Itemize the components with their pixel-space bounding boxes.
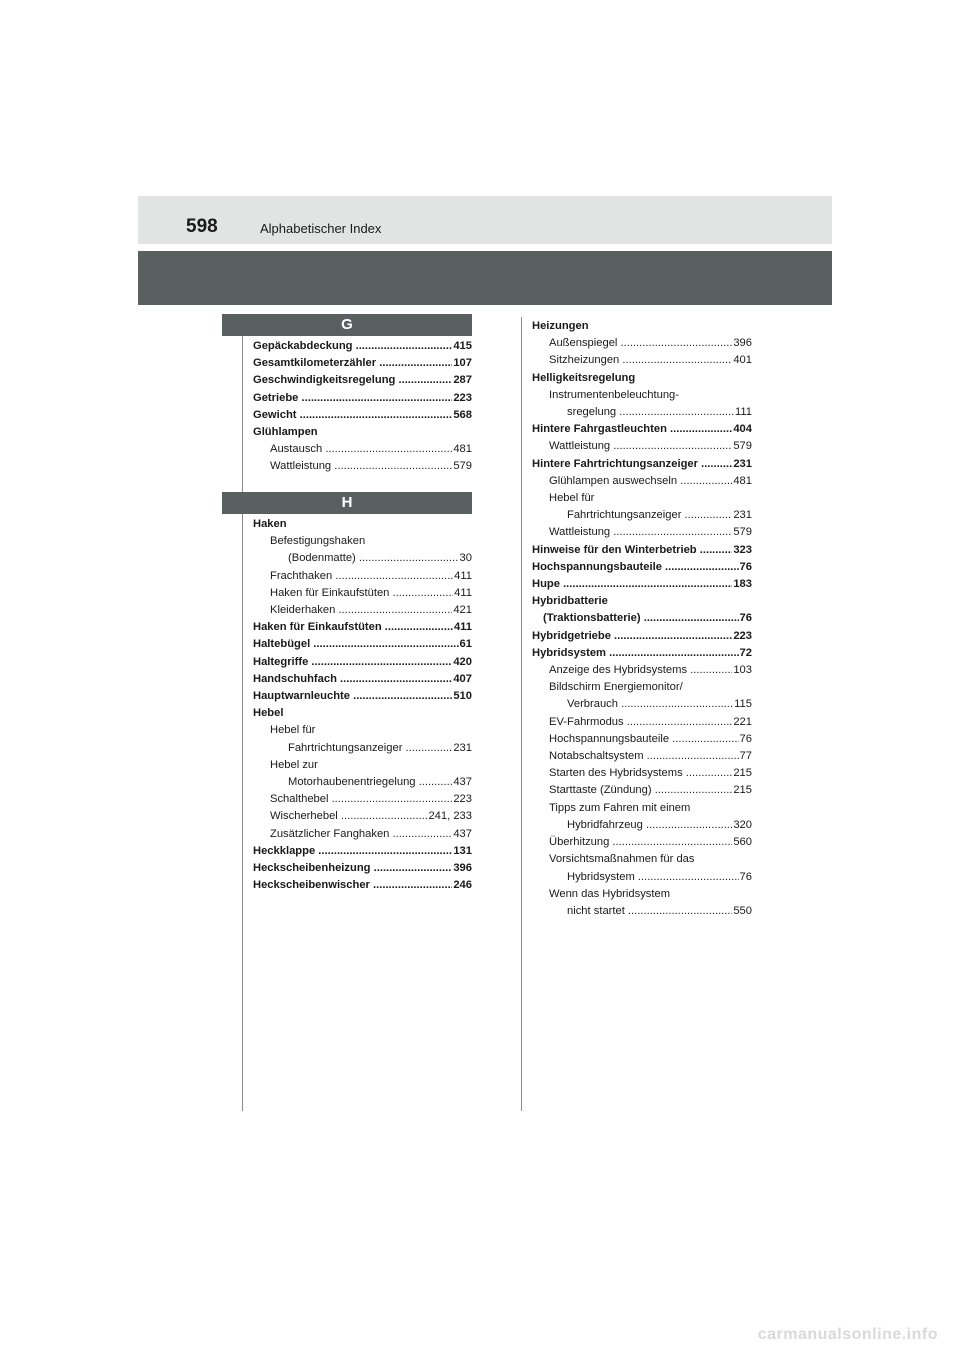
entry-page-ref: 215 xyxy=(733,767,752,780)
index-entry xyxy=(253,338,472,355)
entry-term: Glühlampen xyxy=(253,426,318,439)
index-entry xyxy=(532,404,752,421)
entry-term: Fahrtrichtungsanzeiger ..... xyxy=(567,507,732,524)
entry-page-ref: 579 xyxy=(453,460,472,473)
index-entry xyxy=(253,757,472,774)
entry-term: Hupe ..... xyxy=(532,576,732,593)
index-entry xyxy=(253,843,472,860)
entry-term: (Traktionsbatterie) ..... xyxy=(543,610,739,627)
entry-term: Helligkeitsregelung xyxy=(532,371,636,384)
index-entry xyxy=(253,740,472,757)
entry-term: Anzeige des Hybridsystems ..... xyxy=(549,662,732,679)
entry-term: Motorhaubenentriegelung ..... xyxy=(288,774,452,791)
entry-term: Hebel für xyxy=(549,492,595,505)
entry-term: Befestigungshaken xyxy=(270,535,366,548)
index-entry xyxy=(253,877,472,894)
entry-page-ref: 223 xyxy=(453,793,472,806)
entry-term: Instrumentenbeleuchtung- xyxy=(549,388,679,401)
entry-page-ref: 231 xyxy=(453,741,472,754)
entry-term: sregelung ..... xyxy=(567,404,734,421)
index-entry xyxy=(532,628,752,645)
entry-term: Tipps zum Fahren mit einem xyxy=(549,801,691,814)
index-entry xyxy=(532,851,752,868)
entry-page-ref: 481 xyxy=(453,443,472,456)
index-entry xyxy=(532,490,752,507)
entry-term: Geschwindigkeitsregelung ..... xyxy=(253,372,452,389)
right-column-rule xyxy=(521,317,522,1111)
entry-page-ref: 76 xyxy=(739,560,752,573)
entry-term: Gepäckabdeckung ..... xyxy=(253,338,452,355)
entry-page-ref: 396 xyxy=(453,862,472,875)
entry-page-ref: 481 xyxy=(733,474,752,487)
entry-term: Hebel für xyxy=(270,724,316,737)
entry-term: Wischerhebel ..... xyxy=(270,808,427,825)
entry-page-ref: 437 xyxy=(453,827,472,840)
entry-term: Austausch ..... xyxy=(270,441,452,458)
entry-term: Wattleistung ..... xyxy=(549,524,732,541)
page-title: Alphabetischer Index xyxy=(260,221,382,236)
index-entry xyxy=(532,335,752,352)
entry-page-ref: 111 xyxy=(734,406,752,419)
entry-page-ref: 183 xyxy=(733,578,752,591)
index-entry xyxy=(532,800,752,817)
entry-term: Fahrtrichtungsanzeiger ..... xyxy=(288,740,452,757)
index-entry xyxy=(532,456,752,473)
index-entry xyxy=(532,903,752,920)
entry-page-ref: 510 xyxy=(453,690,472,703)
entry-term: Hybridfahrzeug ..... xyxy=(567,817,732,834)
entry-term: Hybridsystem ..... xyxy=(532,645,739,662)
index-entry xyxy=(532,765,752,782)
entry-term: Starten des Hybridsystems ..... xyxy=(549,765,732,782)
entry-term: Überhitzung ..... xyxy=(549,834,732,851)
entry-term: Starttaste (Zündung) ..... xyxy=(549,782,732,799)
entry-term: Heckscheibenheizung ..... xyxy=(253,860,452,877)
entry-term: Sitzheizungen ..... xyxy=(549,352,732,369)
entry-term: Handschuhfach ..... xyxy=(253,671,452,688)
index-entry xyxy=(253,441,472,458)
entry-term: Haltegriffe ..... xyxy=(253,654,452,671)
entry-page-ref: 76 xyxy=(739,870,752,883)
entry-term: (Bodenmatte) ..... xyxy=(288,550,459,567)
entry-term: Wenn das Hybridsystem xyxy=(549,887,671,900)
entry-page-ref: 437 xyxy=(453,776,472,789)
index-entry xyxy=(253,636,472,653)
header-band xyxy=(138,196,832,244)
index-entry xyxy=(253,791,472,808)
entry-term: Wattleistung ..... xyxy=(549,438,732,455)
entry-term: Heckklappe ..... xyxy=(253,843,452,860)
entry-page-ref: 415 xyxy=(453,340,472,352)
index-entry xyxy=(532,318,752,335)
index-entry xyxy=(532,438,752,455)
page-number: 598 xyxy=(186,216,218,237)
entry-term: Gewicht ..... xyxy=(253,407,452,424)
index-entry xyxy=(253,424,472,441)
entry-page-ref: 223 xyxy=(453,391,472,404)
index-list-right xyxy=(532,318,752,920)
index-entry xyxy=(532,696,752,713)
index-entry xyxy=(532,662,752,679)
entry-page-ref: 72 xyxy=(739,646,752,659)
entry-page-ref: 411 xyxy=(454,569,472,582)
index-entry xyxy=(253,808,472,825)
left-column-rule xyxy=(242,333,243,1111)
index-entry xyxy=(532,524,752,541)
entry-page-ref: 323 xyxy=(733,543,752,556)
entry-page-ref: 396 xyxy=(733,337,752,350)
index-entry xyxy=(532,731,752,748)
entry-page-ref: 61 xyxy=(459,638,472,651)
index-entry xyxy=(253,774,472,791)
index-entry xyxy=(532,869,752,886)
index-entry xyxy=(253,722,472,739)
entry-term: Heckscheibenwischer ..... xyxy=(253,877,452,894)
index-entry xyxy=(532,542,752,559)
entry-term: Zusätzlicher Fanghaken ..... xyxy=(270,826,452,843)
entry-term: Gesamtkilometerzähler ..... xyxy=(253,355,452,372)
entry-term: EV-Fahrmodus ..... xyxy=(549,714,732,731)
entry-term: Glühlampen auswechseln ..... xyxy=(549,473,732,490)
index-entry xyxy=(253,860,472,877)
entry-term: Frachthaken ..... xyxy=(270,568,453,585)
chapter-band xyxy=(138,251,832,305)
entry-term: Haken für Einkaufstüten ..... xyxy=(270,585,453,602)
index-entry xyxy=(532,610,752,627)
entry-page-ref: 115 xyxy=(734,698,752,711)
entry-page-ref: 550 xyxy=(733,904,752,917)
entry-term: Hinweise für den Winterbetrieb ..... xyxy=(532,542,732,559)
index-entry xyxy=(532,576,752,593)
index-entry xyxy=(253,705,472,722)
section-header-h: H xyxy=(222,492,472,514)
index-entry xyxy=(253,516,472,533)
entry-page-ref: 223 xyxy=(733,629,752,642)
entry-page-ref: 103 xyxy=(733,664,752,677)
index-entry xyxy=(532,714,752,731)
entry-term: Hochspannungsbauteile ..... xyxy=(532,559,739,576)
index-entry xyxy=(532,421,752,438)
index-entry xyxy=(253,654,472,671)
entry-page-ref: 215 xyxy=(733,784,752,797)
index-entry xyxy=(532,782,752,799)
entry-page-ref: 231 xyxy=(733,509,752,522)
entry-term: Haltebügel ..... xyxy=(253,636,459,653)
entry-page-ref: 30 xyxy=(459,552,472,565)
index-list-g xyxy=(253,338,472,476)
entry-page-ref: 411 xyxy=(454,586,472,599)
index-entry xyxy=(532,352,752,369)
entry-term: Hybridgetriebe ..... xyxy=(532,628,732,645)
index-entry xyxy=(253,458,472,475)
entry-page-ref: 579 xyxy=(733,440,752,453)
entry-term: Heizungen xyxy=(532,320,589,332)
entry-term: Hybridsystem ..... xyxy=(567,869,739,886)
entry-term: nicht startet ..... xyxy=(567,903,732,920)
index-entry xyxy=(253,372,472,389)
entry-page-ref: 401 xyxy=(733,354,752,367)
entry-term: Haken für Einkaufstüten ..... xyxy=(253,619,453,636)
entry-page-ref: 560 xyxy=(733,836,752,849)
entry-page-ref: 407 xyxy=(453,672,472,685)
entry-term: Hybridbatterie xyxy=(532,595,608,608)
entry-term: Verbrauch ..... xyxy=(567,696,733,713)
entry-page-ref: 579 xyxy=(733,526,752,539)
index-entry xyxy=(532,473,752,490)
index-entry xyxy=(532,679,752,696)
entry-page-ref: 77 xyxy=(739,750,752,763)
index-entry xyxy=(532,559,752,576)
entry-term: Bildschirm Energiemonitor/ xyxy=(549,681,683,694)
index-entry xyxy=(253,407,472,424)
index-entry xyxy=(532,886,752,903)
index-entry xyxy=(253,619,472,636)
entry-page-ref: 76 xyxy=(739,732,752,745)
entry-term: Hintere Fahrtrichtungsanzeiger ..... xyxy=(532,456,732,473)
entry-term: Hintere Fahrgastleuchten ..... xyxy=(532,421,732,438)
entry-term: Wattleistung ..... xyxy=(270,458,452,475)
entry-page-ref: 76 xyxy=(739,612,752,625)
entry-term: Außenspiegel ..... xyxy=(549,335,732,352)
index-entry xyxy=(532,370,752,387)
entry-page-ref: 411 xyxy=(453,621,472,634)
index-entry xyxy=(253,602,472,619)
entry-page-ref: 221 xyxy=(733,715,752,728)
index-entry xyxy=(532,817,752,834)
entry-term: Hebel zur xyxy=(270,758,318,771)
watermark-logo: carmanualsonline.info xyxy=(757,1326,938,1343)
entry-page-ref: 246 xyxy=(453,879,472,892)
entry-page-ref: 568 xyxy=(453,408,472,421)
index-entry xyxy=(253,671,472,688)
entry-page-ref: 131 xyxy=(453,844,472,857)
entry-term: Hebel xyxy=(253,707,284,720)
entry-page-ref: 241, 233 xyxy=(428,810,472,823)
index-entry xyxy=(253,355,472,372)
entry-term: Schalthebel ..... xyxy=(270,791,452,808)
index-entry xyxy=(532,387,752,404)
entry-term: Haken xyxy=(253,518,287,530)
index-entry xyxy=(253,688,472,705)
entry-page-ref: 320 xyxy=(733,818,752,831)
entry-page-ref: 231 xyxy=(733,457,752,470)
index-entry xyxy=(253,390,472,407)
index-entry xyxy=(532,834,752,851)
entry-term: Notabschaltsystem ..... xyxy=(549,748,739,765)
index-entry xyxy=(532,507,752,524)
entry-page-ref: 107 xyxy=(453,357,472,370)
entry-page-ref: 420 xyxy=(453,655,472,668)
entry-page-ref: 421 xyxy=(453,604,472,617)
entry-term: Getriebe ..... xyxy=(253,390,452,407)
entry-term: Hochspannungsbauteile ..... xyxy=(549,731,739,748)
index-entry xyxy=(253,826,472,843)
index-entry xyxy=(253,533,472,550)
index-entry xyxy=(253,585,472,602)
section-header-g: G xyxy=(222,314,472,336)
entry-term: Kleiderhaken ..... xyxy=(270,602,452,619)
index-entry xyxy=(253,568,472,585)
entry-page-ref: 404 xyxy=(733,423,752,436)
index-entry xyxy=(532,645,752,662)
index-entry xyxy=(253,550,472,567)
entry-term: Vorsichtsmaßnahmen für das xyxy=(549,853,695,866)
index-list-h xyxy=(253,516,472,894)
entry-page-ref: 287 xyxy=(453,374,472,387)
index-entry xyxy=(532,593,752,610)
index-entry xyxy=(532,748,752,765)
entry-term: Hauptwarnleuchte ..... xyxy=(253,688,452,705)
